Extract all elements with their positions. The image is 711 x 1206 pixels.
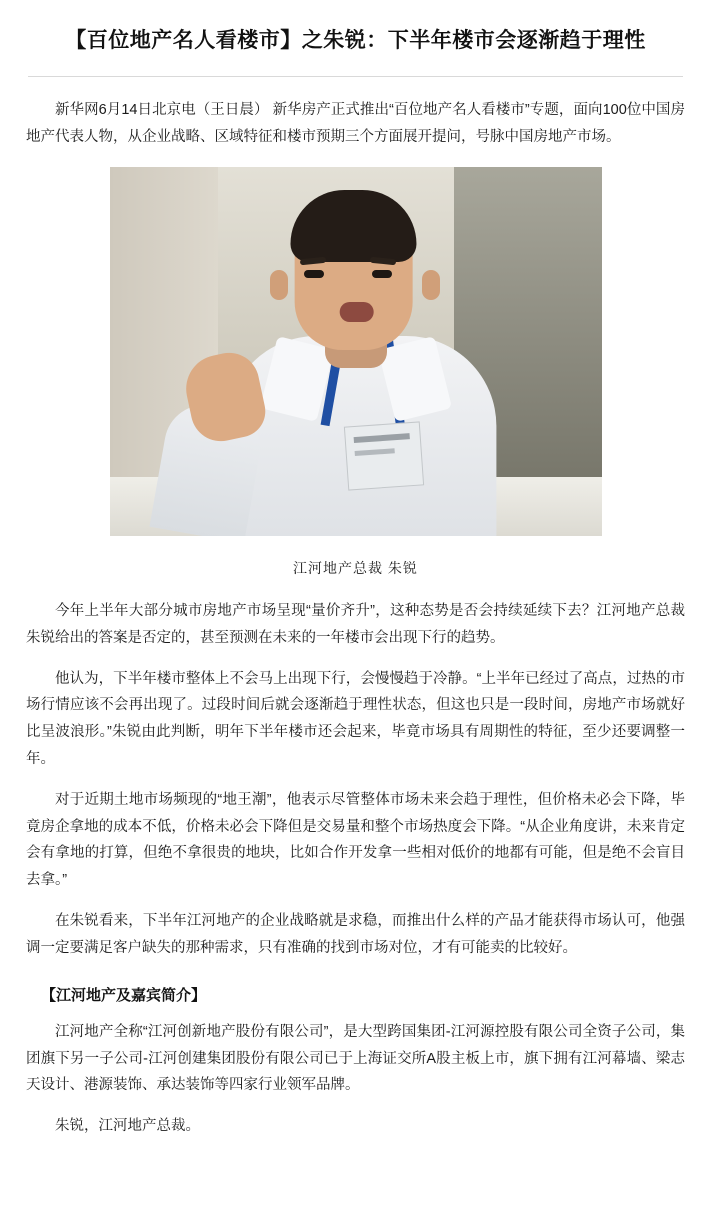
- article-paragraph: 新华网6月14日北京电（王日晨） 新华房产正式推出“百位地产名人看楼市”专题，面向100位中国房地产代表人物，从企业战略、区域特征和楼市预期三个方面展开提问，号脉中国房地产市场。: [26, 102, 685, 146]
- article-paragraph: 今年上半年大部分城市房地产市场呈现“量价齐升”，这种态势是否会持续延续下去？江河地产总裁朱锐给出的答案是否定的，甚至预测在未来的一年楼市会出现下行的趋势。: [26, 602, 685, 646]
- photo-person-mouth: [339, 302, 373, 322]
- article-paragraph: 对于近期土地市场频现的“地王潮”，他表示尽管整体市场未来会趋于理性，但价格未必会下降，毕竟房企拿地的成本不低，价格未必会下降但是交易量和整个市场热度会下降。“从企业角度讲，未来肯定会有拿地的打算，但绝不拿很贵的地块，比如合作开发拿一些相对低价的地都有可能，但是绝不会盲目去拿。”: [26, 791, 685, 889]
- title-divider: [28, 76, 683, 77]
- profile-paragraph: 江河地产全称“江河创新地产股份有限公司”，是大型跨国集团-江河源控股有限公司全资子公司，集团旗下另一子公司-江河创建集团股份有限公司已于上海证交所A股主板上市，旗下拥有江河幕墙、梁志天设计、港源装饰、承达装饰等四家行业领军品牌。: [26, 1023, 685, 1094]
- photo-person-eye-left: [304, 270, 324, 278]
- photo-badge: [343, 421, 423, 490]
- page-title: 【百位地产名人看楼市】之朱锐：下半年楼市会逐渐趋于理性: [65, 28, 646, 52]
- photo-person-ear-right: [422, 270, 440, 300]
- photo-person-eye-right: [372, 270, 392, 278]
- profile-heading: 【江河地产及嘉宾简介】: [41, 986, 207, 1004]
- figure-caption: 江河地产总裁 朱锐: [293, 559, 418, 576]
- article-paragraph: 他认为，下半年楼市整体上不会马上出现下行，会慢慢趋于冷静。“上半年已经过了高点，过热的市场行情应该不会再出现了。过段时间后就会逐渐趋于理性状态，但这也只是一段时间，房地产市场就好比呈波浪形。”朱锐由此判断，明年下半年楼市还会起来，毕竟市场具有周期性的特征，至少还要调整一年。: [26, 670, 685, 768]
- photo-person-ear-left: [270, 270, 288, 300]
- profile-paragraph: 朱锐，江河地产总裁。: [55, 1118, 200, 1135]
- article-figure: [18, 167, 693, 578]
- interview-photo: [110, 167, 602, 536]
- article-paragraph: 在朱锐看来，下半年江河地产的企业战略就是求稳，而推出什么样的产品才能获得市场认可，他强调一定要满足客户缺失的那种需求，只有准确的找到市场对位，才有可能卖的比较好。: [26, 913, 685, 956]
